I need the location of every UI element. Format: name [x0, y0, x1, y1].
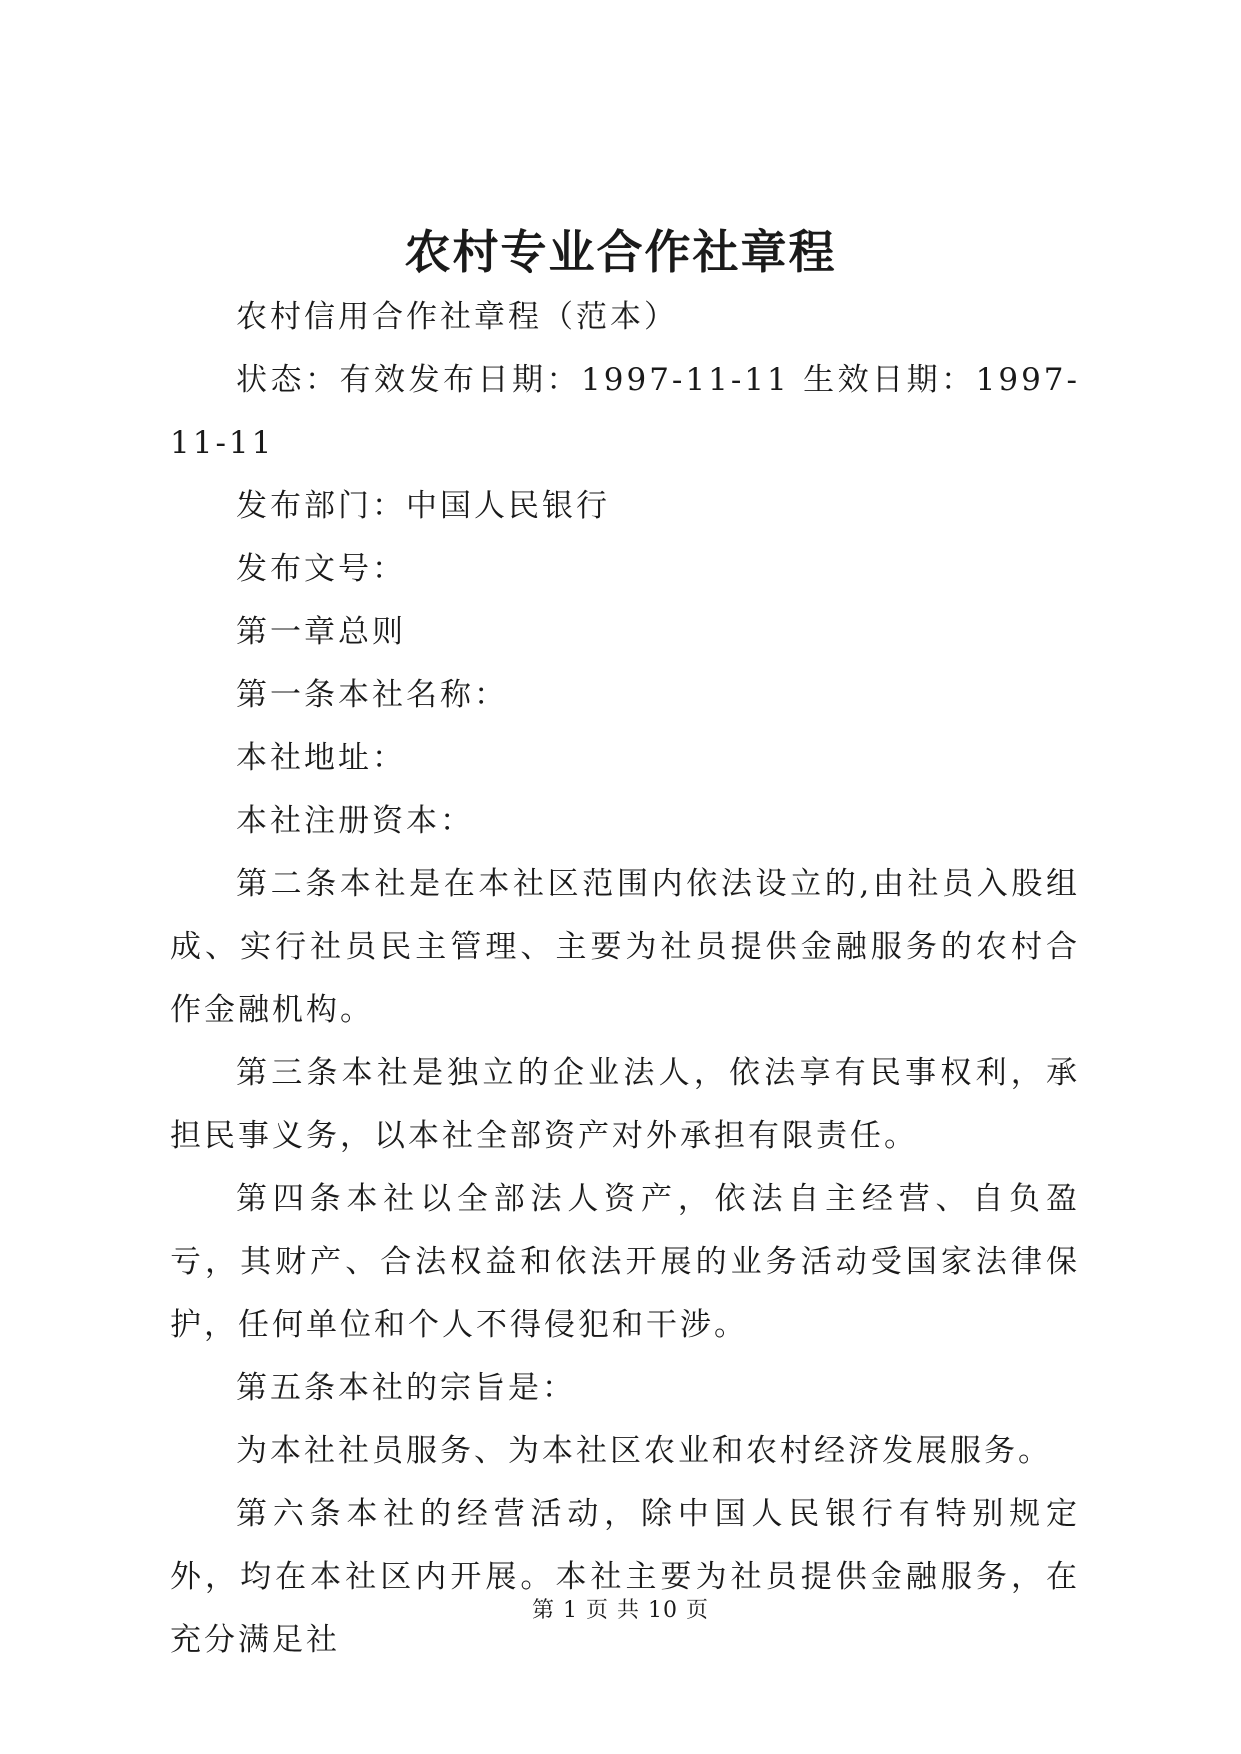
page-number: 第 1 页 共 10 页: [532, 1598, 709, 1623]
paragraph: 第四条本社以全部法人资产，依法自主经营、自负盈亏，其财产、合法权益和依法开展的业务活动受国家法律保护，任何单位和个人不得侵犯和干涉。: [170, 1181, 1080, 1343]
paragraph: 发布文号：: [236, 551, 406, 587]
paragraph: 第二条本社是在本社区范围内依法设立的,由社员入股组成、实行社员民主管理、主要为社员提供金融服务的农村合作金融机构。: [170, 866, 1080, 1028]
paragraph: 第一条本社名称：: [236, 677, 508, 713]
paragraph: 为本社社员服务、为本社区农业和农村经济发展服务。: [236, 1433, 1052, 1469]
paragraph: 发布部门：中国人民银行: [236, 488, 610, 524]
paragraph: 第五条本社的宗旨是：: [236, 1370, 576, 1406]
paragraph: 第六条本社的经营活动，除中国人民银行有特别规定外，均在本社区内开展。本社主要为社员提供金融服务，在充分满足社: [170, 1496, 1080, 1658]
paragraph: 第三条本社是独立的企业法人，依法享有民事权利，承担民事义务，以本社全部资产对外承担有限责任。: [170, 1055, 1080, 1154]
document-body: [170, 286, 1080, 1672]
paragraph: 状态：有效发布日期：1997-11-11 生效日期：1997-11-11: [170, 362, 1080, 461]
paragraph: 农村信用合作社章程（范本）: [236, 299, 678, 335]
paragraph: 本社注册资本：: [236, 803, 474, 839]
paragraph: 本社地址：: [236, 740, 406, 776]
document-title: 农村专业合作社章程: [404, 225, 837, 279]
paragraph: 第一章总则: [236, 614, 406, 650]
